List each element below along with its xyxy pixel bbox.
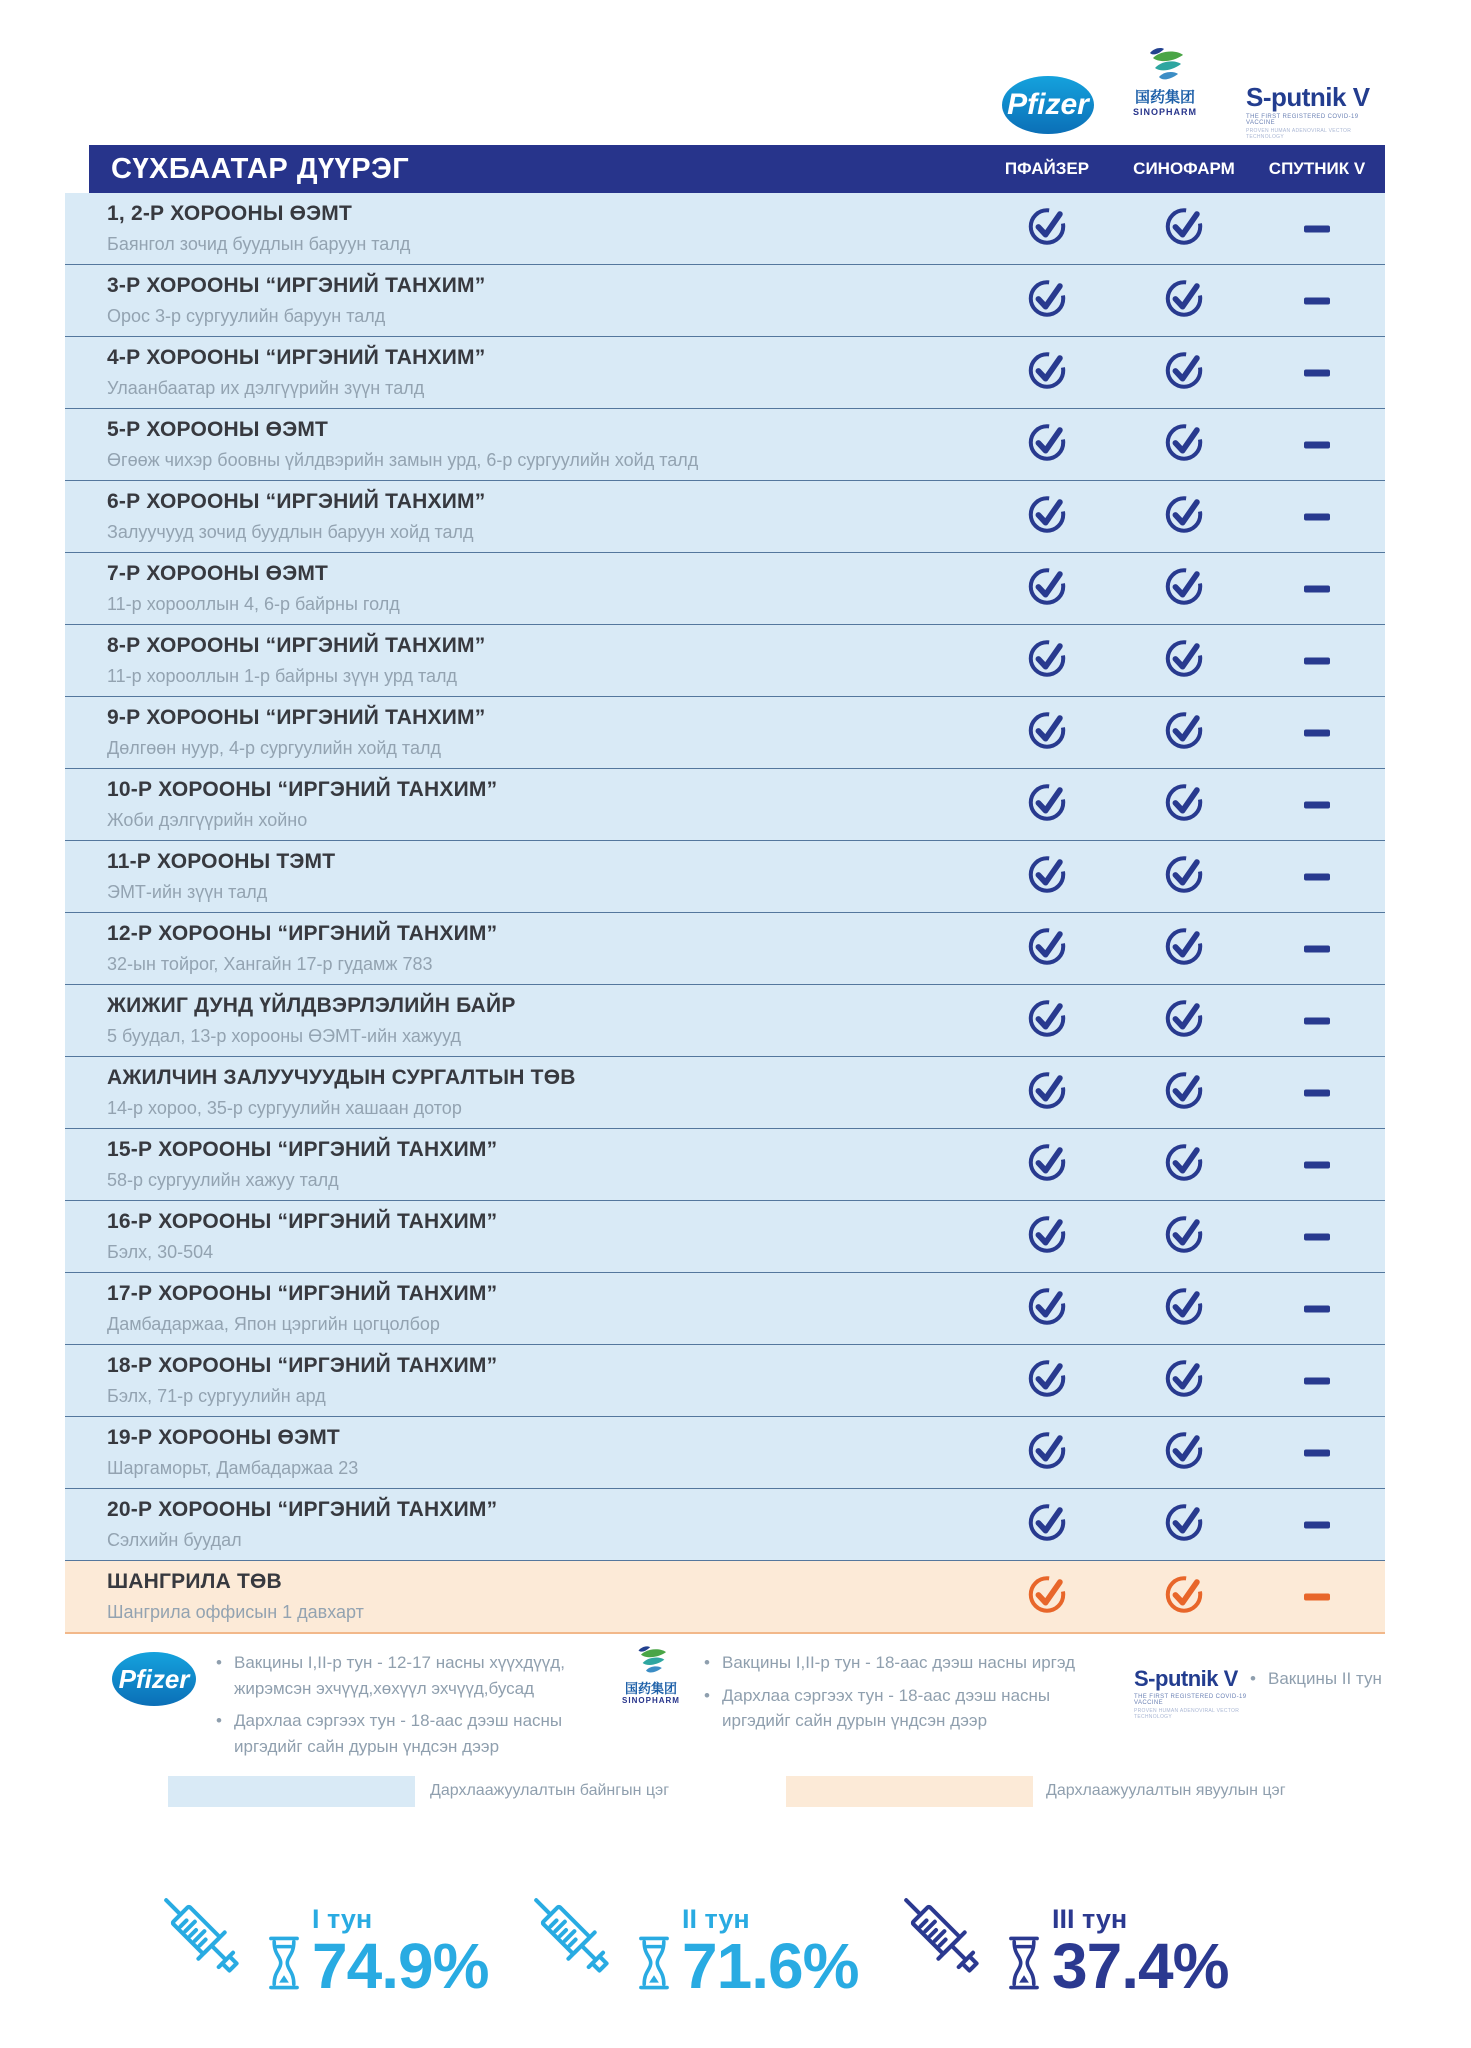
sputnik-dash-icon	[1304, 801, 1330, 808]
location-address: Залуучууд зочид буудлын баруун хойд талд	[107, 522, 474, 542]
pfizer-logo-text: Pfizer	[1007, 88, 1089, 121]
stat-dose-1	[148, 1848, 488, 2008]
sinopharm-check-icon	[1163, 277, 1205, 324]
sputnik-logo	[1246, 84, 1376, 140]
table-row	[65, 553, 1385, 625]
location-address: Өгөөж чихэр боовны үйлдвэрийн замын урд, 6-р сургуулийн хойд талд	[107, 450, 699, 470]
sinopharm-en-text: SINOPHARM	[1132, 106, 1197, 117]
syringe-icon	[496, 1860, 649, 2013]
sputnik-footer-logo	[1134, 1668, 1254, 1720]
sinopharm-footer-logo	[608, 1644, 694, 1705]
eligibility-bullet: • Вакцины I,II-р тун - 12-17 насны хүүхдүүд, жирэмсэн эхчүүд,хөхүүл эхчүүд,бусад	[216, 1650, 566, 1701]
location-address: Баянгол зочид буудлын баруун талд	[107, 234, 411, 254]
location-address: Жоби дэлгүүрийн хойно	[107, 810, 308, 830]
sinopharm-eligibility-list	[704, 1650, 1084, 1741]
location-address: Бэлх, 71-р сургуулийн ард	[107, 1386, 326, 1406]
sinopharm-check-icon	[1163, 925, 1205, 972]
sputnik-eligibility-list	[1250, 1666, 1460, 1699]
location-address: ЭМТ-ийн зүүн талд	[107, 882, 268, 902]
location-address: Сэлхийн буудал	[107, 1530, 242, 1550]
sputnik-dash-icon	[1304, 729, 1330, 736]
table-header	[89, 145, 1385, 193]
stat-dose-2	[518, 1848, 858, 2008]
location-title: ШАНГРИЛА ТӨВ	[107, 1570, 282, 1593]
sinopharm-check-icon	[1163, 637, 1205, 684]
location-address: 14-р хороо, 35-р сургуулийн хашаан дотор	[107, 1098, 462, 1118]
location-address: Шаргаморьт, Дамбадаржаа 23	[107, 1458, 359, 1478]
table-row	[65, 193, 1385, 265]
sinopharm-check-icon	[1163, 1285, 1205, 1332]
table-row	[65, 1273, 1385, 1345]
column-header-pfizer: ПФАЙЗЕР	[1004, 159, 1090, 178]
table-row	[65, 1057, 1385, 1129]
location-title: 17-Р ХОРООНЫ “ИРГЭНИЙ ТАНХИМ”	[107, 1282, 498, 1305]
sputnik-dash-icon	[1304, 1377, 1330, 1384]
table-row	[65, 1345, 1385, 1417]
mobile-point-swatch	[786, 1776, 1033, 1807]
district-title: СҮХБААТАР ДҮҮРЭГ	[111, 153, 410, 185]
pfizer-check-icon	[1026, 853, 1068, 900]
location-title: 10-Р ХОРООНЫ “ИРГЭНИЙ ТАНХИМ”	[107, 778, 498, 801]
sputnik-dash-icon	[1304, 441, 1330, 448]
pfizer-check-icon	[1026, 1501, 1068, 1548]
sputnik-dash-icon	[1304, 369, 1330, 376]
location-title: 6-Р ХОРООНЫ “ИРГЭНИЙ ТАНХИМ”	[107, 490, 486, 513]
location-address: 58-р сургуулийн хажуу талд	[107, 1170, 339, 1190]
location-title: 20-Р ХОРООНЫ “ИРГЭНИЙ ТАНХИМ”	[107, 1498, 498, 1521]
sinopharm-check-icon	[1163, 565, 1205, 612]
permanent-point-swatch	[168, 1776, 415, 1807]
location-address: Дөлгөөн нуур, 4-р сургуулийн хойд талд	[107, 738, 441, 758]
sputnik-dash-icon	[1304, 1161, 1330, 1168]
location-title: 11-Р ХОРООНЫ ТЭМТ	[107, 850, 336, 873]
sputnik-dash-icon	[1304, 585, 1330, 592]
location-title: 5-Р ХОРООНЫ ӨЭМТ	[107, 418, 329, 441]
sinopharm-check-icon	[1163, 349, 1205, 396]
sputnik-dash-icon	[1304, 513, 1330, 520]
sinopharm-check-icon	[1163, 1573, 1205, 1620]
table-row	[65, 697, 1385, 769]
sputnik-dash-icon	[1304, 1449, 1330, 1456]
sputnik-tagline-1: THE FIRST REGISTERED COVID-19 VACCINE	[1134, 1694, 1247, 1706]
dose-1-value: 74.9%	[312, 1929, 489, 2002]
sinopharm-check-icon	[1163, 709, 1205, 756]
sinopharm-check-icon	[1163, 205, 1205, 252]
table-body	[65, 193, 1385, 1634]
pfizer-check-icon	[1026, 493, 1068, 540]
table-row	[65, 1129, 1385, 1201]
sinopharm-check-icon	[1163, 853, 1205, 900]
pfizer-check-icon	[1026, 997, 1068, 1044]
pfizer-footer-logo	[112, 1652, 196, 1706]
location-address: 5 буудал, 13-р хорооны ӨЭМТ-ийн хажууд	[107, 1026, 462, 1046]
table-row	[65, 1489, 1385, 1561]
dose-3-value: 37.4%	[1052, 1929, 1229, 2002]
table-row	[65, 1417, 1385, 1489]
table-row	[65, 265, 1385, 337]
sinopharm-cn-text: 国药集团	[1134, 89, 1195, 106]
sputnik-dash-icon	[1304, 873, 1330, 880]
pfizer-check-icon	[1026, 349, 1068, 396]
sinopharm-check-icon	[1163, 1357, 1205, 1404]
sputnik-dash-icon	[1304, 1089, 1330, 1096]
sinopharm-check-icon	[1163, 997, 1205, 1044]
pfizer-check-icon	[1026, 925, 1068, 972]
sputnik-dash-icon	[1304, 945, 1330, 952]
sputnik-dash-icon	[1304, 1233, 1330, 1240]
eligibility-bullet: • Дархлаа сэргээх тун - 18-аас дээш насны иргэдийг сайн дурын үндсэн дээр	[704, 1683, 1084, 1734]
sputnik-tagline-1: THE FIRST REGISTERED COVID-19 VACCINE	[1246, 114, 1359, 126]
pfizer-check-icon	[1026, 1429, 1068, 1476]
location-title: 1, 2-Р ХОРООНЫ ӨЭМТ	[107, 202, 353, 225]
sinopharm-logo	[1122, 46, 1208, 117]
table-row	[65, 1561, 1385, 1634]
pfizer-eligibility-list	[216, 1650, 566, 1766]
sinopharm-waves-icon	[1141, 46, 1189, 90]
pfizer-check-icon	[1026, 421, 1068, 468]
sputnik-dash-icon	[1304, 1593, 1330, 1600]
column-header-sinopharm: СИНОФАРМ	[1133, 159, 1235, 178]
sinopharm-check-icon	[1163, 421, 1205, 468]
sputnik-tagline-2: PROVEN HUMAN ADENOVIRAL VECTOR TECHNOLOGY	[1134, 1708, 1240, 1720]
dose-2-label: II тун	[682, 1903, 750, 1934]
sputnik-tagline-2: PROVEN HUMAN ADENOVIRAL VECTOR TECHNOLOGY	[1246, 128, 1352, 140]
pfizer-logo	[1002, 76, 1094, 134]
table-row	[65, 625, 1385, 697]
sinopharm-check-icon	[1163, 1501, 1205, 1548]
sinopharm-check-icon	[1163, 1213, 1205, 1260]
pfizer-check-icon	[1026, 277, 1068, 324]
table-row	[65, 913, 1385, 985]
location-title: 3-Р ХОРООНЫ “ИРГЭНИЙ ТАНХИМ”	[107, 274, 486, 297]
sputnik-dash-icon	[1304, 1305, 1330, 1312]
pfizer-check-icon	[1026, 565, 1068, 612]
location-address: Бэлх, 30-504	[107, 1242, 214, 1262]
sputnik-dash-icon	[1304, 297, 1330, 304]
sinopharm-waves-icon	[631, 1644, 671, 1682]
location-title: 19-Р ХОРООНЫ ӨЭМТ	[107, 1426, 340, 1449]
location-title: 16-Р ХОРООНЫ “ИРГЭНИЙ ТАНХИМ”	[107, 1210, 498, 1233]
dose-3-label: III тун	[1052, 1903, 1128, 1934]
sputnik-dash-icon	[1304, 1017, 1330, 1024]
location-address: Орос 3-р сургуулийн баруун талд	[107, 306, 386, 326]
sputnik-logo-text: S-putnik V	[1134, 1666, 1238, 1691]
sputnik-dash-icon	[1304, 225, 1330, 232]
mobile-point-label: Дархлаажуулалтын явуулын цэг	[1046, 1782, 1286, 1799]
location-address: 11-р хорооллын 4, 6-р байрны голд	[107, 594, 400, 614]
sputnik-dash-icon	[1304, 1521, 1330, 1528]
pfizer-check-icon	[1026, 1285, 1068, 1332]
sinopharm-en-text: SINOPHARM	[622, 1696, 680, 1706]
pfizer-check-icon	[1026, 781, 1068, 828]
sinopharm-check-icon	[1163, 1429, 1205, 1476]
eligibility-bullet: • Вакцины I,II-р тун - 18-аас дээш насны иргэд	[704, 1650, 1084, 1676]
sinopharm-check-icon	[1163, 1141, 1205, 1188]
location-address: Шангрила оффисын 1 давхарт	[107, 1602, 364, 1622]
vaccination-table	[65, 145, 1385, 1634]
location-title: ЖИЖИГ ДУНД ҮЙЛДВЭРЛЭЛИЙН БАЙР	[107, 994, 516, 1017]
table-row	[65, 481, 1385, 553]
syringe-icon	[866, 1860, 1019, 2013]
sinopharm-cn-text: 国药集团	[624, 1681, 677, 1696]
pfizer-check-icon	[1026, 1141, 1068, 1188]
pfizer-check-icon	[1026, 1213, 1068, 1260]
location-title: 8-Р ХОРООНЫ “ИРГЭНИЙ ТАНХИМ”	[107, 634, 486, 657]
location-title: АЖИЛЧИН ЗАЛУУЧУУДЫН СУРГАЛТЫН ТӨВ	[107, 1066, 576, 1089]
location-title: 4-Р ХОРООНЫ “ИРГЭНИЙ ТАНХИМ”	[107, 346, 486, 369]
sinopharm-check-icon	[1163, 1069, 1205, 1116]
sputnik-dash-icon	[1304, 657, 1330, 664]
sputnik-logo-text: S-putnik V	[1246, 82, 1370, 112]
location-address: 32-ын тойрог, Хангайн 17-р гудамж 783	[107, 954, 433, 974]
pfizer-check-icon	[1026, 637, 1068, 684]
table-row	[65, 841, 1385, 913]
sinopharm-check-icon	[1163, 781, 1205, 828]
location-address: Дамбадаржаа, Япон цэргийн цогцолбор	[107, 1314, 440, 1334]
location-title: 18-Р ХОРООНЫ “ИРГЭНИЙ ТАНХИМ”	[107, 1354, 498, 1377]
table-row	[65, 409, 1385, 481]
eligibility-bullet: • Вакцины II тун	[1250, 1666, 1460, 1692]
location-title: 7-Р ХОРООНЫ ӨЭМТ	[107, 562, 329, 585]
pfizer-check-icon	[1026, 1573, 1068, 1620]
table-row	[65, 337, 1385, 409]
pfizer-check-icon	[1026, 205, 1068, 252]
dose-2-value: 71.6%	[682, 1929, 859, 2002]
sinopharm-check-icon	[1163, 493, 1205, 540]
location-address: 11-р хорооллын 1-р байрны зүүн урд талд	[107, 666, 458, 686]
table-row	[65, 1201, 1385, 1273]
table-row	[65, 769, 1385, 841]
dose-1-label: I тун	[312, 1903, 373, 1934]
column-header-sputnik: СПУТНИК V	[1268, 159, 1366, 178]
location-address: Улаанбаатар их дэлгүүрийн зүүн талд	[107, 378, 425, 398]
eligibility-bullet: • Дархлаа сэргээх тун - 18-аас дээш насны иргэдийг сайн дурын үндсэн дээр	[216, 1708, 566, 1759]
location-title: 9-Р ХОРООНЫ “ИРГЭНИЙ ТАНХИМ”	[107, 706, 486, 729]
pfizer-check-icon	[1026, 1069, 1068, 1116]
location-title: 15-Р ХОРООНЫ “ИРГЭНИЙ ТАНХИМ”	[107, 1138, 498, 1161]
location-title: 12-Р ХОРООНЫ “ИРГЭНИЙ ТАНХИМ”	[107, 922, 498, 945]
pfizer-check-icon	[1026, 709, 1068, 756]
syringe-icon	[126, 1860, 279, 2013]
pfizer-footer-logo-text: Pfizer	[118, 1663, 190, 1694]
stat-dose-3	[888, 1848, 1228, 2008]
table-row	[65, 985, 1385, 1057]
permanent-point-label: Дархлаажуулалтын байнгын цэг	[430, 1782, 670, 1799]
pfizer-check-icon	[1026, 1357, 1068, 1404]
